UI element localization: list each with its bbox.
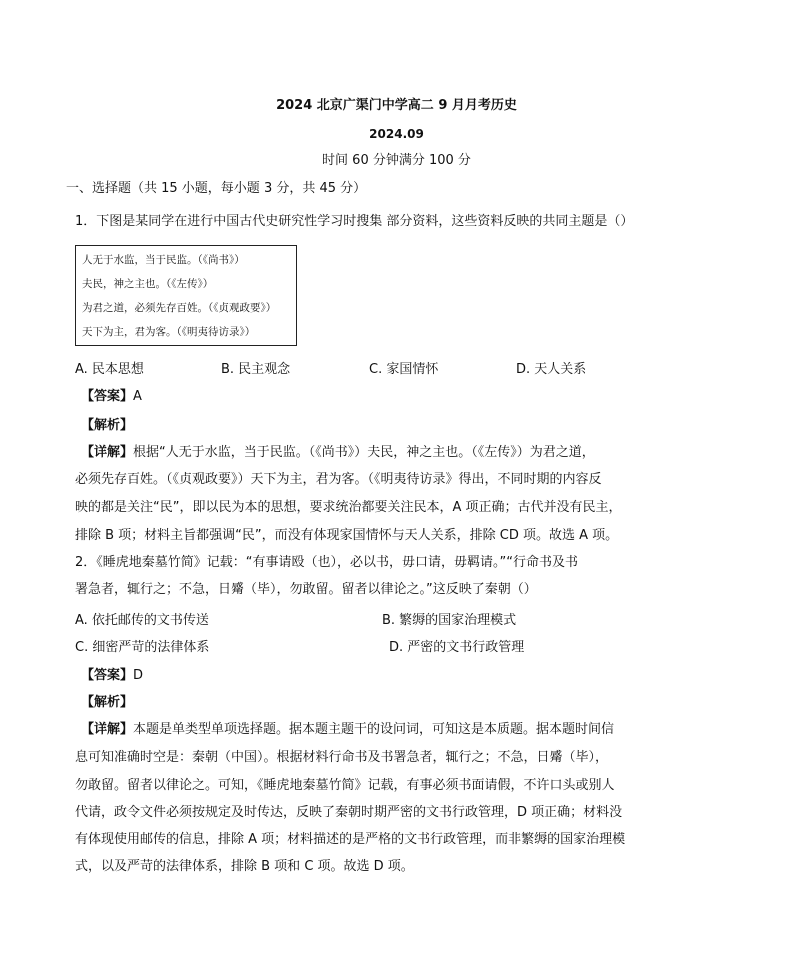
document-date: 2024.09 bbox=[369, 127, 424, 141]
q1-answer bbox=[81, 389, 142, 405]
q1-detail-line: 映的都是关注“民”，即以民为本的思想，要求统治都要关注民本，A 项正确；古代并没有民主， bbox=[75, 500, 622, 515]
section-heading: 一、选择题（共 15 小题，每小题 3 分，共 45 分） bbox=[66, 181, 367, 196]
q2-option-a: A. 依托邮传的文书传送 bbox=[75, 613, 209, 628]
q2-detail-line: 有体现使用邮传的信息，排除 A 项；材料描述的是严格的文书行政管理，而非繁缛的国家治理模 bbox=[75, 832, 626, 847]
q2-analysis-label: 【解析】 bbox=[81, 695, 134, 710]
q1-detail-line: 排除 B 项；材料主旨都强调“民”，而没有体现家国情怀与天人关系，排除 CD 项。故选 A 项。 bbox=[75, 528, 619, 543]
q2-stem-line: 署急者，辄行之；不急，日觱（毕），勿敢留。留者以律论之。”这反映了秦朝（） bbox=[75, 582, 537, 597]
q1-source-line: 夫民，神之主也。（《左传》） bbox=[82, 278, 214, 290]
detail-text: 本题是单类型单项选择题。据本题主题干的设问词，可知这是本质题。据本题时间信 bbox=[133, 722, 615, 737]
answer-label: 【答案】 bbox=[81, 389, 134, 404]
q2-stem-line: 2．《睡虎地秦墓竹简》记载：“有事请殴（也），必以书，毋口请，毋羁请。”“行命书及书 bbox=[75, 555, 578, 570]
detail-label: 【详解】 bbox=[81, 445, 134, 460]
q1-analysis-label: 【解析】 bbox=[81, 418, 134, 433]
q1-source-line: 天下为主，君为客。（《明夷待访录》） bbox=[82, 326, 256, 338]
q1-option-b: B. 民主观念 bbox=[221, 362, 291, 377]
q2-answer bbox=[81, 668, 143, 684]
q2-detail-line: 勿敢留。留者以律论之。可知，《睡虎地秦墓竹简》记载，有事必须书面请假，不许口头或别人 bbox=[75, 778, 615, 793]
q1-stem: 1．下图是某同学在进行中国古代史研究性学习时搜集 部分资料，这些资料反映的共同主题是（） bbox=[75, 214, 634, 229]
q1-option-a: A. 民本思想 bbox=[75, 362, 144, 377]
q2-detail-line: 息可知准确时空是：秦朝（中国）。根据材料行命书及书署急者，辄行之；不急，日觱（毕）， bbox=[75, 750, 609, 765]
answer-value: A bbox=[133, 389, 142, 404]
time-score-info: 时间 60 分钟满分 100 分 bbox=[322, 153, 471, 168]
q1-option-d: D. 天人关系 bbox=[516, 362, 587, 377]
detail-text: 根据“人无于水监，当于民监。（《尚书》）夫民，神之主也。（《左传》）为君之道， bbox=[133, 445, 595, 460]
q1-option-c: C. 家国情怀 bbox=[369, 362, 439, 377]
q2-detail-line bbox=[81, 722, 614, 738]
answer-label: 【答案】 bbox=[81, 668, 134, 683]
q2-detail-line: 式，以及严苛的法律体系，排除 B 项和 C 项。故选 D 项。 bbox=[75, 859, 414, 874]
q2-option-b: B. 繁缛的国家治理模式 bbox=[382, 613, 517, 628]
q2-option-d: D. 严密的文书行政管理 bbox=[389, 640, 525, 655]
q1-source-line: 人无于水监，当于民监。（《尚书》） bbox=[82, 254, 245, 266]
q2-detail-line: 代请，政令文件必须按规定及时传达，反映了秦朝时期严密的文书行政管理，D 项正确；材料没 bbox=[75, 805, 623, 820]
q1-detail-line bbox=[81, 445, 595, 461]
detail-label: 【详解】 bbox=[81, 722, 134, 737]
q1-source-box bbox=[75, 245, 297, 346]
q1-source-line: 为君之道，必须先存百姓。（《贞观政要》） bbox=[82, 302, 277, 314]
answer-value: D bbox=[133, 668, 144, 683]
document-title: 2024 北京广渠门中学高二 9 月月考历史 bbox=[276, 98, 517, 113]
q1-detail-line: 必须先存百姓。（《贞观政要》）天下为主，君为客。（《明夷待访录》得出，不同时期的内容反 bbox=[75, 472, 602, 487]
q2-option-c: C. 细密严苛的法律体系 bbox=[75, 640, 210, 655]
